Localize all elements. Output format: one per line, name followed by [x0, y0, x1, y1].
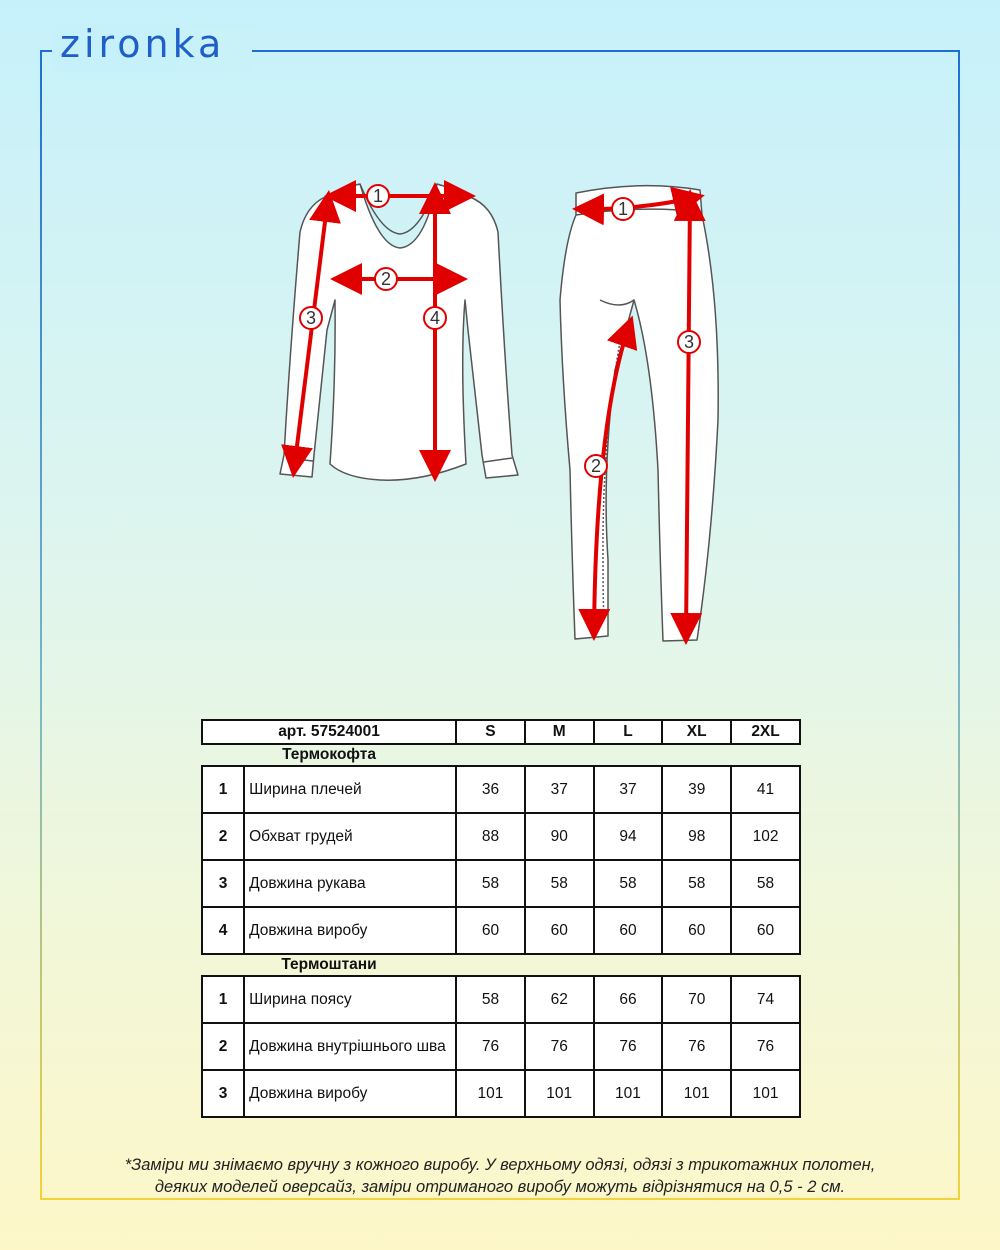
- cell-value: 76: [731, 1023, 800, 1070]
- size-table: [201, 719, 801, 1118]
- cell-value: 98: [662, 813, 731, 860]
- pants-outline: [560, 186, 718, 641]
- row-number: 3: [202, 860, 244, 907]
- cell-value: 39: [662, 766, 731, 813]
- shirt-marker-4: [424, 307, 446, 329]
- cell-value: 76: [525, 1023, 594, 1070]
- cell-value: 58: [731, 860, 800, 907]
- table-row: [202, 766, 800, 813]
- pants-marker-3: [678, 331, 700, 353]
- pants-marker-2: [585, 455, 607, 477]
- footnote-line-1: *Заміри ми знімаємо вручну з кожного виробу. У верхньому одязі, одязі з трикотажних полотен,: [124, 1156, 876, 1174]
- cell-value: 60: [594, 907, 663, 954]
- row-label: Обхват грудей: [244, 813, 456, 860]
- shirt-marker-3: [300, 307, 322, 329]
- cell-value: 88: [456, 813, 525, 860]
- cell-value: 76: [594, 1023, 663, 1070]
- row-number: 2: [202, 813, 244, 860]
- section-title-bottom: Термоштани: [281, 956, 377, 973]
- cell-value: 41: [731, 766, 800, 813]
- size-col-xl: XL: [662, 720, 731, 744]
- svg-text:1: 1: [372, 186, 384, 206]
- cell-value: 101: [662, 1070, 731, 1117]
- row-number: 4: [202, 907, 244, 954]
- cell-value: 58: [662, 860, 731, 907]
- size-col-s: S: [456, 720, 525, 744]
- svg-text:2: 2: [380, 269, 392, 289]
- cell-value: 60: [662, 907, 731, 954]
- table-row: [202, 1070, 800, 1117]
- cell-value: 66: [594, 976, 663, 1023]
- svg-text:3: 3: [305, 308, 317, 328]
- table-row: [202, 907, 800, 954]
- cell-value: 76: [456, 1023, 525, 1070]
- size-header-row: [202, 720, 800, 744]
- row-number: 3: [202, 1070, 244, 1117]
- section-title-top: Термокофта: [282, 746, 376, 763]
- row-number: 1: [202, 766, 244, 813]
- pants-marker-1: [612, 198, 634, 220]
- page-frame-bottom: [40, 1198, 960, 1200]
- cell-value: 90: [525, 813, 594, 860]
- cell-value: 58: [456, 976, 525, 1023]
- cell-value: 94: [594, 813, 663, 860]
- svg-text:3: 3: [683, 332, 695, 352]
- row-label: Довжина рукава: [244, 860, 456, 907]
- cell-value: 60: [456, 907, 525, 954]
- cell-value: 76: [662, 1023, 731, 1070]
- cell-value: 37: [594, 766, 663, 813]
- table-row: [202, 1023, 800, 1070]
- row-number: 2: [202, 1023, 244, 1070]
- footnote: [40, 1154, 960, 1198]
- cell-value: 70: [662, 976, 731, 1023]
- table-row: [202, 860, 800, 907]
- shirt-outline: [280, 184, 518, 480]
- svg-text:4: 4: [429, 308, 441, 328]
- shirt-marker-2: [375, 268, 397, 290]
- cell-value: 102: [731, 813, 800, 860]
- table-row: [202, 976, 800, 1023]
- size-col-m: M: [525, 720, 594, 744]
- row-label: Довжина виробу: [244, 1070, 456, 1117]
- cell-value: 58: [525, 860, 594, 907]
- svg-text:1: 1: [617, 199, 629, 219]
- cell-value: 101: [731, 1070, 800, 1117]
- size-col-2xl: 2XL: [731, 720, 800, 744]
- svg-text:2: 2: [590, 456, 602, 476]
- cell-value: 58: [594, 860, 663, 907]
- size-col-l: L: [594, 720, 663, 744]
- shirt-marker-1: [367, 185, 389, 207]
- footnote-line-2: деяких моделей оверсайз, заміри отриманого виробу можуть відрізнятися на 0,5 - 2 см.: [154, 1178, 846, 1196]
- cell-value: 101: [456, 1070, 525, 1117]
- row-label: Ширина плечей: [244, 766, 456, 813]
- cell-value: 62: [525, 976, 594, 1023]
- row-label: Ширина поясу: [244, 976, 456, 1023]
- row-label: Довжина виробу: [244, 907, 456, 954]
- cell-value: 58: [456, 860, 525, 907]
- cell-value: 36: [456, 766, 525, 813]
- cell-value: 74: [731, 976, 800, 1023]
- cell-value: 37: [525, 766, 594, 813]
- article-number: арт. 57524001: [202, 720, 456, 744]
- row-label: Довжина внутрішнього шва: [244, 1023, 456, 1070]
- cell-value: 101: [525, 1070, 594, 1117]
- row-number: 1: [202, 976, 244, 1023]
- brand-logo: zironka: [60, 22, 226, 66]
- cell-value: 60: [731, 907, 800, 954]
- cell-value: 101: [594, 1070, 663, 1117]
- cell-value: 60: [525, 907, 594, 954]
- table-row: [202, 813, 800, 860]
